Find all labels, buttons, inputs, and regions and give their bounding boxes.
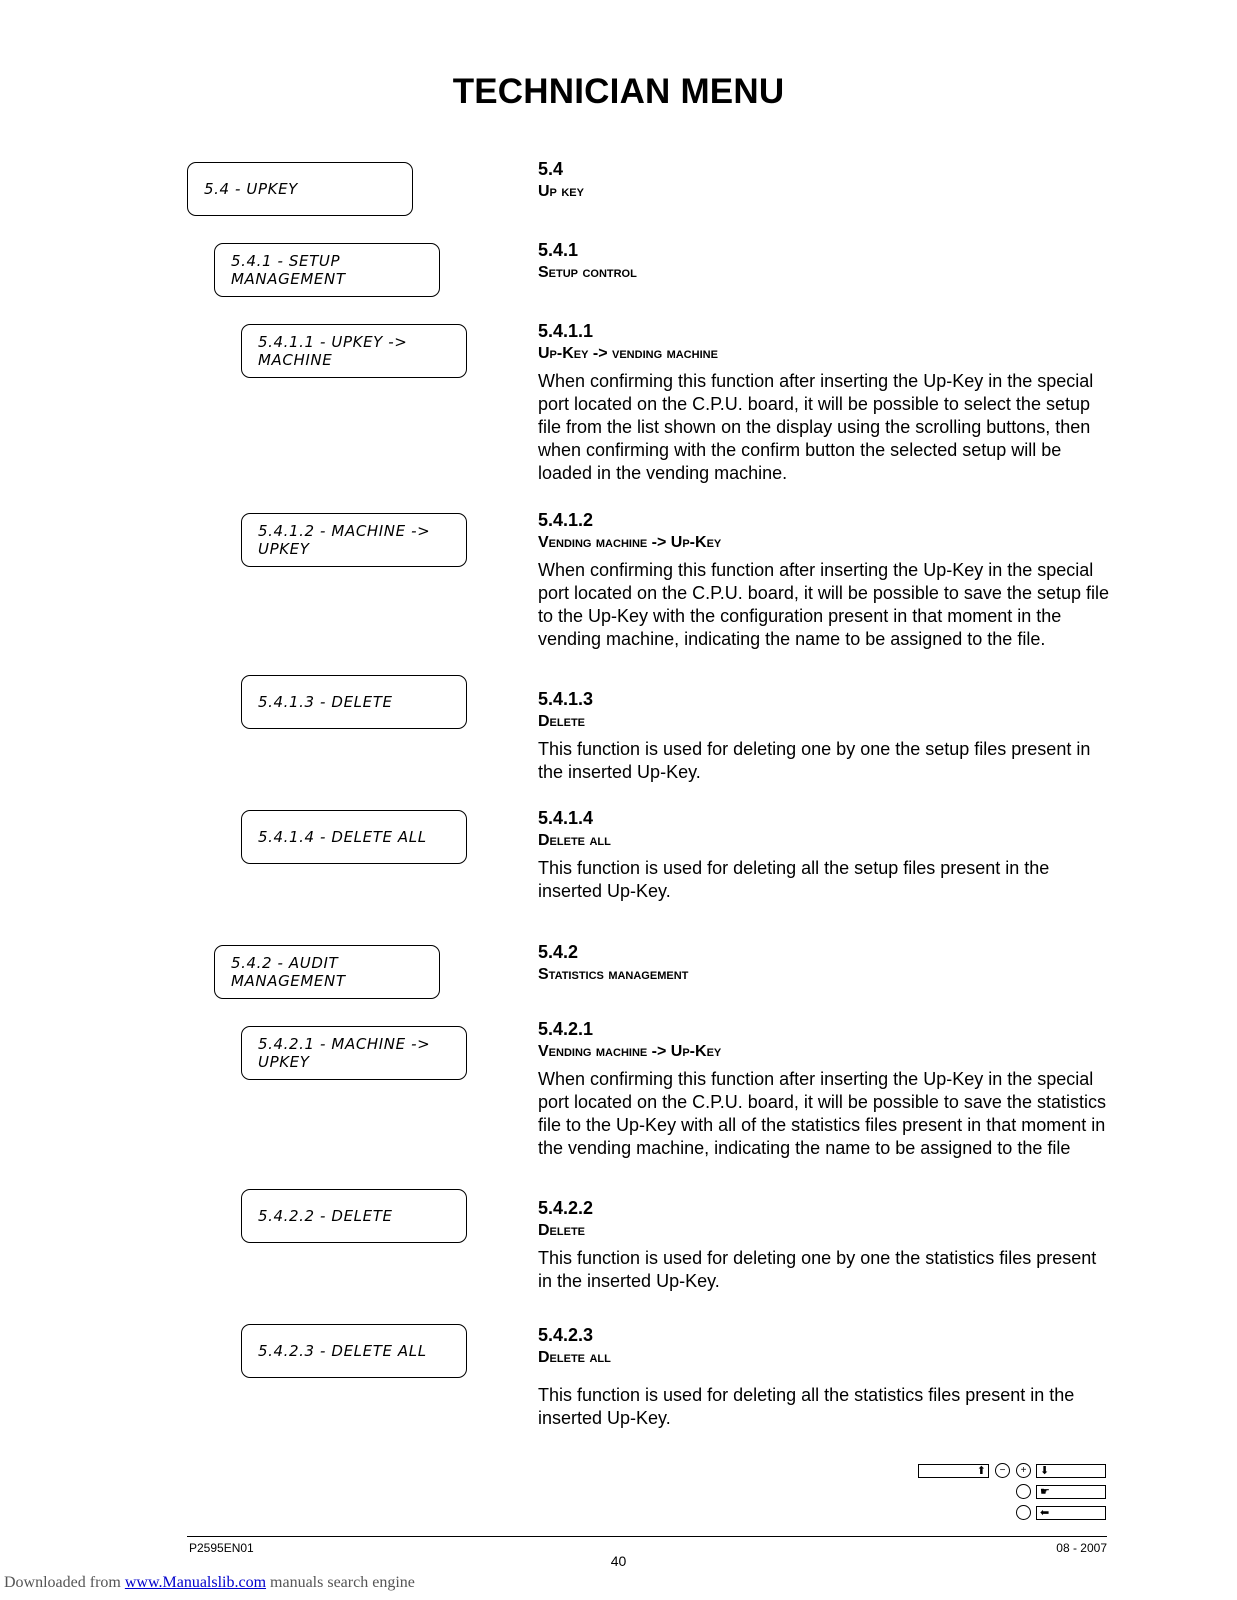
section-number: 5.4 [538,159,564,179]
section-body: When confirming this function after inserting the Up-Key in the special port located on the C.P.U. board, it will be possible to save the setup file to the Up-Key with the configuration present in that moment in the vending machine, indicating the name to be assigned to the file. [538,560,1109,649]
arrow-down-icon: ⬇ [1040,1465,1050,1477]
display-5-4-1-4: 5.4.1.4 - DELETE ALL [241,810,467,864]
section-heading: Delete [538,1222,586,1239]
arrow-left-icon: ⬅ [1040,1507,1050,1519]
option-circle [1016,1484,1031,1499]
download-suffix: manuals search engine [266,1574,415,1591]
doc-code: P2595EN01 [189,1541,254,1555]
section-body: When confirming this function after inserting the Up-Key in the special port located on the C.P.U. board, it will be possible to select the setup file from the list shown on the display using the scrolling buttons, then when confirming with the confirm button the selected setup will be loaded in the vending machine. [538,371,1094,483]
section-body: This function is used for deleting all the setup files present in the inserted Up-Key. [538,858,1050,901]
display-5-4-1-3: 5.4.1.3 - DELETE [241,675,467,729]
section-number: 5.4.1.1 [538,321,594,341]
section-number: 5.4.2.1 [538,1019,594,1039]
up-key-bar [918,1464,989,1478]
section-body: When confirming this function after inserting the Up-Key in the special port located on the C.P.U. board, it will be possible to save the statistics file to the Up-Key with all of the statistics files present in that moment in the vending machine, indicating the name to be assigned to the file [538,1069,1106,1158]
section-body: This function is used for deleting one by one the statistics files present in the inserted Up-Key. [538,1248,1097,1291]
download-banner [4,1574,415,1592]
display-5-4-2-3: 5.4.2.3 - DELETE ALL [241,1324,467,1378]
footer-rule [187,1536,1107,1537]
section-heading: Up-Key -> vending machine [538,345,718,362]
plus-circle-icon: + [1016,1463,1031,1478]
section-number: 5.4.1.4 [538,808,594,828]
section-5-4-2-2 [538,1197,1113,1293]
page-number: 40 [610,1553,627,1569]
section-5-4-1-4 [538,807,1113,903]
section-number: 5.4.2.2 [538,1198,594,1218]
section-heading: Statistics management [538,966,689,983]
section-heading: Delete [538,713,586,730]
section-number: 5.4.1 [538,240,579,260]
section-5-4-1-2 [538,509,1113,651]
download-prefix: Downloaded from [4,1574,125,1591]
display-5-4-1-2: 5.4.1.2 - MACHINE -> UPKEY [241,513,467,567]
option-circle [1016,1505,1031,1520]
section-5-4-2-1 [538,1018,1113,1160]
display-5-4-1-1: 5.4.1.1 - UPKEY -> MACHINE [241,324,467,378]
section-5-4-1-1 [538,320,1113,485]
section-number: 5.4.1.2 [538,510,594,530]
back-key-bar [1036,1506,1106,1520]
hand-enter-icon: ☛ [1040,1486,1050,1498]
section-heading: Setup control [538,264,637,281]
section-heading: Delete all [538,832,611,849]
section-heading: Vending machine -> Up-Key [538,1043,722,1060]
section-number: 5.4.2 [538,942,579,962]
section-5-4-2 [538,941,1113,987]
enter-key-bar [1036,1485,1106,1499]
section-5-4-2-3 [538,1324,1113,1430]
arrow-up-icon: ⬆ [976,1465,986,1477]
section-heading: Up key [538,183,584,200]
display-5-4: 5.4 - UPKEY [187,162,413,216]
page-title: TECHNICIAN MENU [452,72,785,111]
manualslib-link[interactable]: www.Manualslib.com [124,1574,267,1591]
key-legend [918,1462,1108,1528]
section-body: This function is used for deleting one by one the setup files present in the inserted Up-Key. [538,739,1091,782]
section-body: This function is used for deleting all the statistics files present in the inserted Up-Key. [538,1385,1075,1428]
section-heading: Vending machine -> Up-Key [538,534,722,551]
section-heading: Delete all [538,1349,611,1366]
section-5-4-1-3 [538,688,1113,784]
display-5-4-2-2: 5.4.2.2 - DELETE [241,1189,467,1243]
display-5-4-2-1: 5.4.2.1 - MACHINE -> UPKEY [241,1026,467,1080]
display-5-4-1: 5.4.1 - SETUP MANAGEMENT [214,243,440,297]
section-number: 5.4.1.3 [538,689,594,709]
section-number: 5.4.2.3 [538,1325,594,1345]
display-5-4-2: 5.4.2 - AUDIT MANAGEMENT [214,945,440,999]
section-5-4 [538,158,1113,204]
minus-circle-icon: − [995,1463,1010,1478]
section-5-4-1 [538,239,1113,285]
doc-date: 08 - 2007 [1056,1541,1107,1555]
down-key-bar [1036,1464,1106,1478]
